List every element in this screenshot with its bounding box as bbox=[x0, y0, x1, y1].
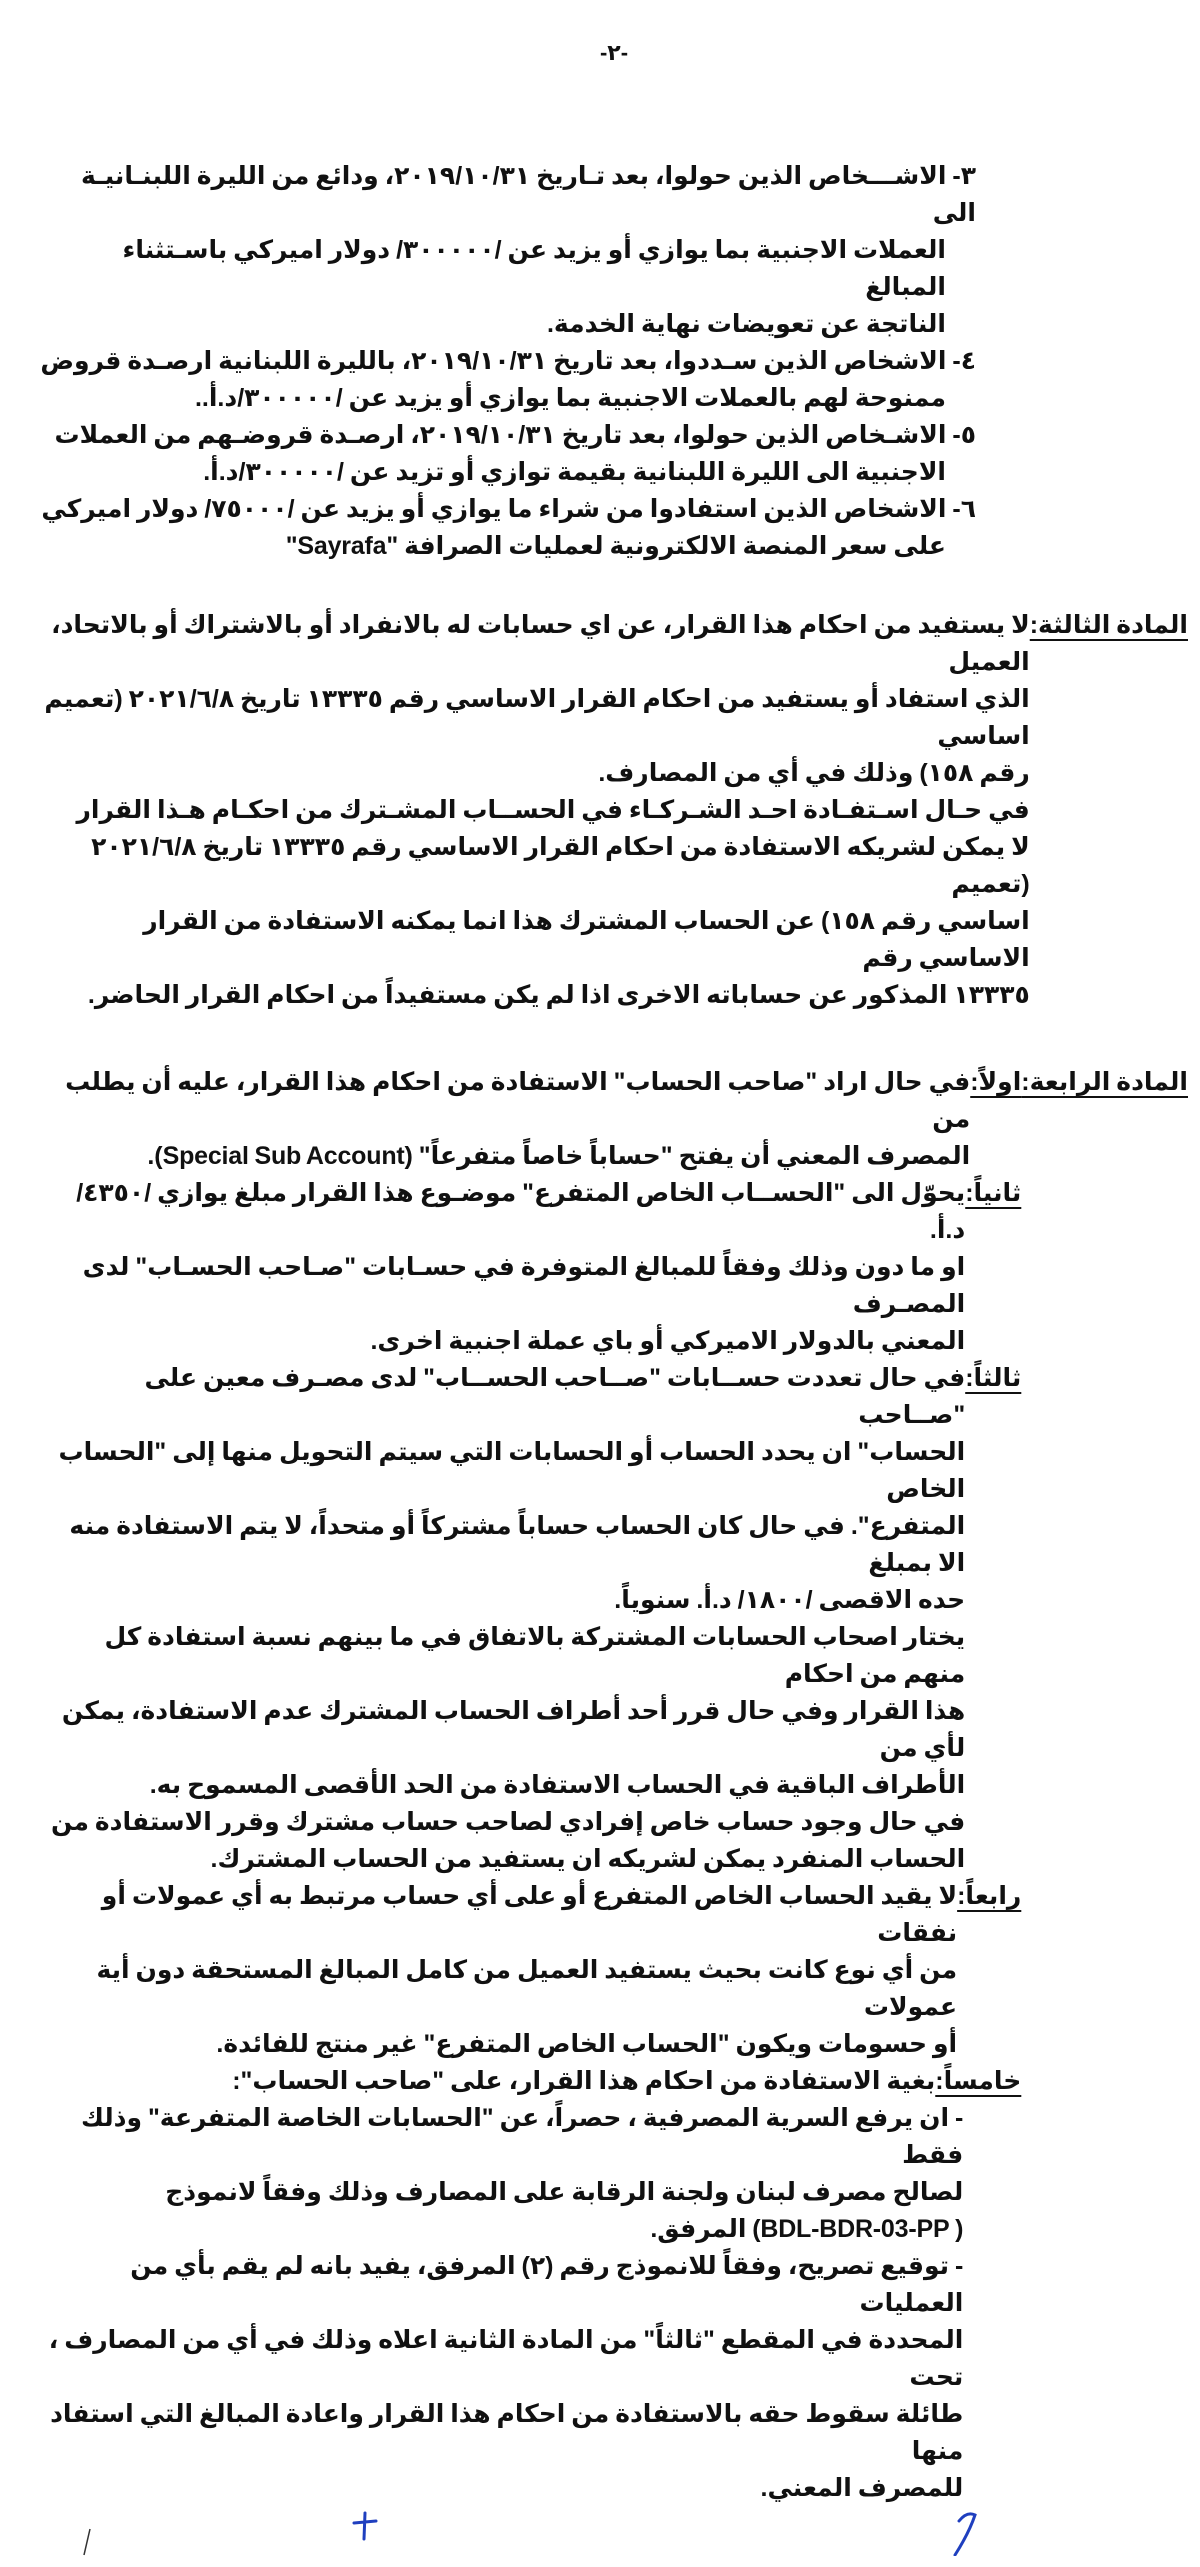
article-4-third-line-5: يختار اصحاب الحسابات المشتركة بالاتفاق في ما بينهم نسبة استفادة كل منهم من احكام bbox=[104, 1623, 966, 1688]
list-item-4-line-2: ممنوحة لهم بالعملات الاجنبية بما يوازي أو يزيد عن /٣٠٠٠٠٠/د.أ.. bbox=[194, 384, 946, 412]
article-3-line-6: اساسي رقم ١٥٨) عن الحساب المشترك هذا انما يمكنه الاستفادة من القرار الاساسي رقم bbox=[143, 907, 1030, 972]
handwritten-plus-mark bbox=[350, 2511, 380, 2541]
article-3 bbox=[40, 607, 1188, 1014]
list-item-4-line-1: ٤- الاشخاص الذين سـددوا، بعد تاريخ ٢٠١٩/١٠/٣١، بالليرة اللبنانية ارصـدة قروض bbox=[40, 347, 976, 375]
article-4 bbox=[40, 1064, 1188, 2507]
article-4-label: المادة الرابعة: bbox=[1021, 1068, 1188, 1096]
numbered-list bbox=[40, 158, 976, 565]
handwritten-marks bbox=[40, 2507, 1188, 2567]
article-4-fifth-label: خامساً: bbox=[935, 2067, 1022, 2095]
article-4-third-label: ثالثاً: bbox=[965, 1364, 1022, 1392]
article-4-first bbox=[40, 1064, 1021, 1175]
article-4-third-line-1: في حال تعددت حســابات "صــاحب الحســاب" لدى مصـرف معين على "صــاحب bbox=[144, 1364, 966, 1429]
article-3-line-3: رقم ١٥٨) وذلك في أي من المصارف. bbox=[598, 759, 1030, 787]
list-item-5-line-1: ٥- الاشـخاص الذين حولوا، بعد تاريخ ٢٠١٩/١٠/٣١، ارصـدة قروضـهم من العملات bbox=[54, 421, 976, 449]
article-4-third-line-4: حده الاقصى /١٨٠٠/ د.أ. سنوياً. bbox=[614, 1586, 966, 1614]
article-4-fourth-line-2: من أي نوع كانت بحيث يستفيد العميل من كامل المبالغ المستحقة دون أية عمولات bbox=[96, 1956, 958, 2021]
article-4-fifth-line-7: للمصرف المعني. bbox=[760, 2474, 964, 2502]
article-4-first-line-1: في حال اراد "صاحب الحساب" الاستفادة من احكام هذا القرار، عليه أن يطلب من bbox=[65, 1068, 971, 1133]
article-4-fifth bbox=[40, 2063, 1021, 2100]
article-4-second-label: ثانياً: bbox=[965, 1179, 1022, 1207]
list-item-3-line-1: ٣- الاشـــخاص الذين حولوا، بعد تـاريخ ٢٠١٩/١٠/٣١، ودائع من الليرة اللبنـانيـة الى bbox=[81, 162, 976, 227]
handwritten-initial-mark bbox=[945, 2509, 985, 2556]
article-3-line-2: الذي استفاد أو يستفيد من احكام القرار الاساسي رقم ١٣٣٣٥ تاريخ ٢٠٢١/٦/٨ (تعميم اساسي bbox=[44, 685, 1030, 750]
article-4-second-line-1: يحوّل الى "الحســاب الخاص المتفرع" موضـوع هذا القرار مبلغ يوازي /٤٣٥٠/ د.أ. bbox=[76, 1179, 966, 1244]
article-3-line-1: لا يستفيد من احكام هذا القرار، عن اي حسابات له بالانفراد أو بالاشتراك أو بالاتحاد، العميل bbox=[51, 611, 1030, 676]
page-number: -٢- bbox=[599, 40, 629, 65]
article-3-label: المادة الثالثة: bbox=[1029, 611, 1188, 639]
list-item-3-line-3: الناتجة عن تعويضات نهاية الخدمة. bbox=[546, 310, 946, 338]
article-4-body bbox=[40, 1064, 1021, 2507]
article-4-third-line-3: المتفرع". في حال كان الحساب حساباً مشتركاً أو متحداً، لا يتم الاستفادة منه الا بمبلغ bbox=[69, 1512, 966, 1577]
list-item-6-line-1: ٦- الاشخاص الذين استفادوا من شراء ما يوازي أو يزيد عن /٧٥٠٠٠/ دولار اميركي bbox=[41, 495, 976, 523]
article-4-fifth-line-5: المحددة في المقطع "ثالثاً" من المادة الثانية اعلاه وذلك في أي من المصارف ، تحت bbox=[48, 2326, 964, 2391]
article-4-fourth-label: رابعاً: bbox=[957, 1882, 1022, 1910]
article-4-third bbox=[40, 1360, 1021, 1878]
article-4-fifth-line-4: - توقيع تصريح، وفقاً للانموذج رقم (٢) المرفق، يفيد بانه لم يقم بأي من العمليات bbox=[130, 2252, 964, 2317]
article-4-fifth-line-2: لصالح مصرف لبنان ولجنة الرقابة على المصارف وذلك وفقاً لانموذج bbox=[165, 2178, 964, 2206]
list-item-5-line-2: الاجنبية الى الليرة اللبنانية بقيمة توازي أو تزيد عن /٣٠٠٠٠٠/د.أ. bbox=[203, 458, 946, 486]
handwritten-tick-mark bbox=[70, 2527, 100, 2556]
article-4-fourth bbox=[40, 1878, 1021, 2063]
article-4-fifth-body bbox=[40, 2100, 1021, 2507]
article-4-third-line-9: الحساب المنفرد يمكن لشريكه ان يستفيد من الحساب المشترك. bbox=[210, 1845, 966, 1873]
list-item-6-line-2: على سعر المنصة الالكترونية لعمليات الصرافة "Sayrafa" bbox=[285, 532, 946, 560]
article-4-fourth-line-3: أو حسومات ويكون "الحساب الخاص المتفرع" غير منتج للفائدة. bbox=[216, 2030, 958, 2058]
list-item-3-line-2: العملات الاجنبية بما يوازي أو يزيد عن /٣٠٠٠٠٠/ دولار اميركي باسـتثناء المبالغ bbox=[122, 236, 946, 301]
article-4-fifth-line-3: ( BDL-BDR-03-PP) المرفق. bbox=[650, 2215, 964, 2243]
article-4-fifth-intro: بغية الاستفادة من احكام هذا القرار، على "صاحب الحساب": bbox=[232, 2067, 936, 2095]
article-3-line-7: ١٣٣٣٥ المذكور عن حساباته الاخرى اذا لم يكن مستفيداً من احكام القرار الحاضر. bbox=[87, 981, 1030, 1009]
article-4-third-line-8: في حال وجود حساب خاص إفرادي لصاحب حساب مشترك وقرر الاستفادة من bbox=[50, 1808, 966, 1836]
article-4-third-line-2: الحساب" ان يحدد الحساب أو الحسابات التي سيتم التحويل منها إلى "الحساب الخاص bbox=[58, 1438, 966, 1503]
article-3-line-5: لا يمكن لشريكه الاستفادة من احكام القرار الاساسي رقم ١٣٣٣٥ تاريخ ٢٠٢١/٦/٨ (تعميم bbox=[91, 833, 1030, 898]
article-4-second-line-3: المعني بالدولار الاميركي أو باي عملة اجنبية اخرى. bbox=[370, 1327, 966, 1355]
article-4-third-line-6: هذا القرار وفي حال قرر أحد أطراف الحساب المشترك عدم الاستفادة، يمكن لأي من bbox=[61, 1697, 966, 1762]
article-4-fourth-line-1: لا يقيد الحساب الخاص المتفرع أو على أي حساب مرتبط به أي عمولات أو نفقات bbox=[101, 1882, 958, 1947]
article-4-third-line-7: الأطراف الباقية في الحساب الاستفادة من الحد الأقصى المسموح به. bbox=[149, 1771, 966, 1799]
article-3-body bbox=[40, 607, 1030, 1014]
article-3-line-4: في حـال اسـتفـادة احـد الشـركـاء في الحســاب المشـترك من احكـام هـذا القرار bbox=[76, 796, 1030, 824]
article-4-first-line-2: المصرف المعني أن يفتح "حساباً خاصاً متفرعاً" (Special Sub Account). bbox=[147, 1142, 971, 1170]
article-4-fifth-line-1: - ان يرفع السرية المصرفية ، حصراً، عن "الحسابات الخاصة المتفرعة" وذلك فقط bbox=[80, 2104, 964, 2169]
article-4-second-line-2: او ما دون وذلك وفقاً للمبالغ المتوفرة في حسـابات "صـاحب الحسـاب" لدى المصـرف bbox=[82, 1253, 966, 1318]
article-4-fifth-line-6: طائلة سقوط حقه بالاستفادة من احكام هذا القرار واعادة المبالغ التي استفاد منها bbox=[50, 2400, 964, 2465]
article-4-first-label: اولاً: bbox=[970, 1068, 1022, 1096]
article-4-second bbox=[40, 1175, 1021, 1360]
